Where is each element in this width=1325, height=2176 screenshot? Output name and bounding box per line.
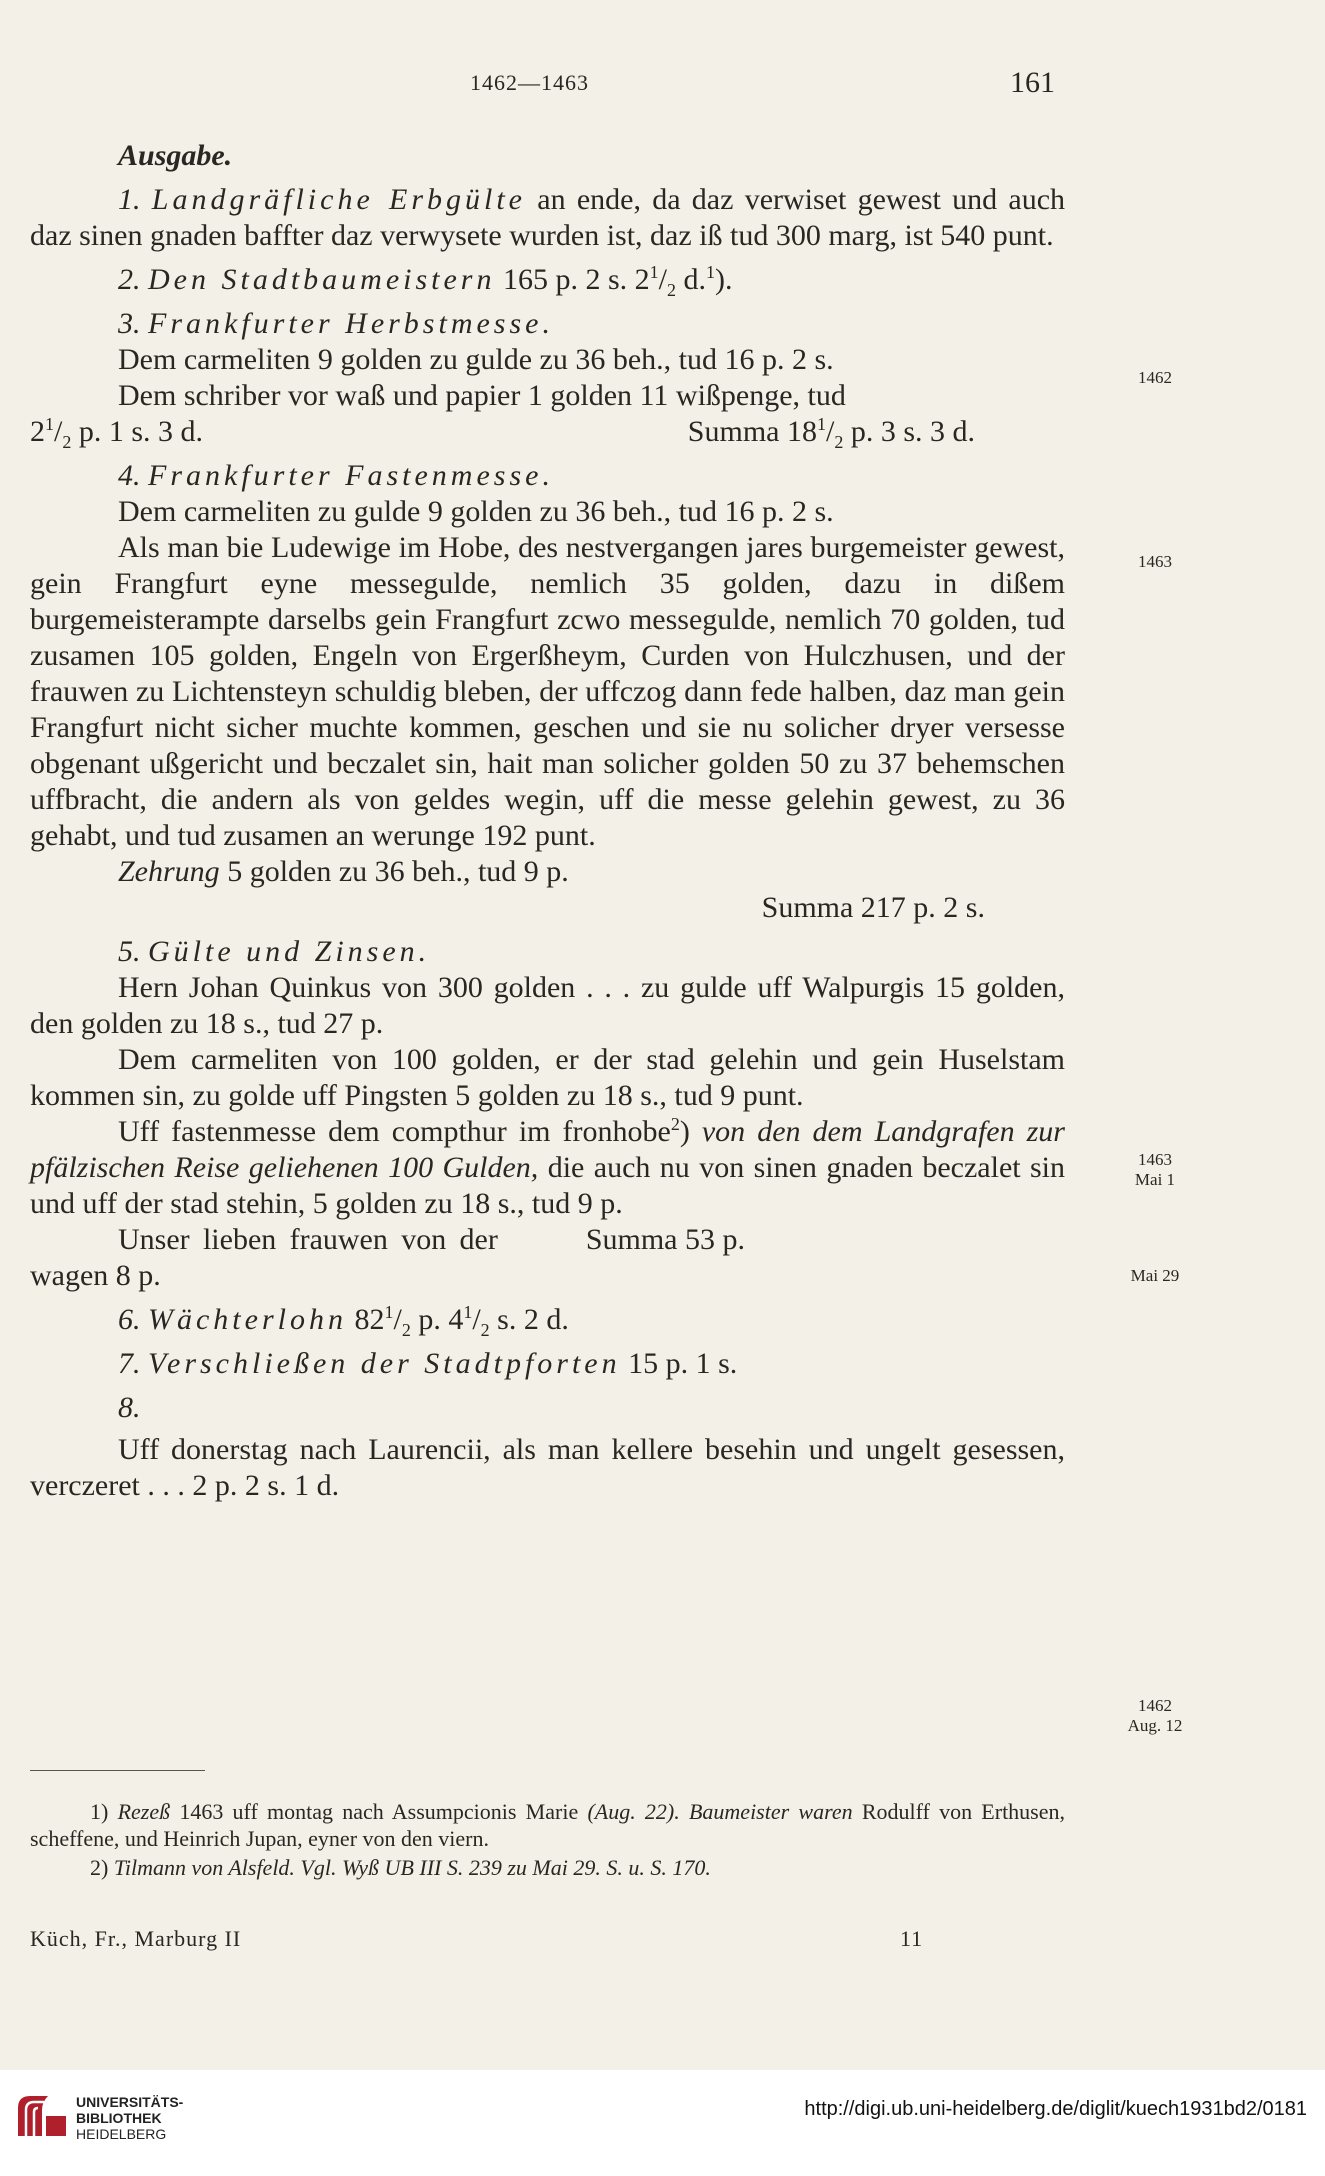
section-5-para-3: Uff fastenmesse dem compthur im fronhobe$^2$) von den dem Landgrafen zur pfälzischen Reise geliehenen 100 Gulden, die auch nu von sinen gnaden beczalet sin und uff der stad stehin, 5 golden zu 18 s., tud 9 p. bbox=[30, 1114, 1066, 1220]
footnote-rule bbox=[30, 1770, 205, 1771]
section-5-para-2: Dem carmeliten von 100 golden, er der stad gelehin und gein Huselstam kommen sin, zu golde uff Pingsten 5 golden zu 18 s., tud 9 punt. bbox=[30, 1043, 1065, 1112]
section-3-para-1: Dem carmeliten 9 golden zu gulde zu 36 beh., tud 16 p. 2 s. bbox=[118, 343, 834, 376]
margin-date: Mai 1 bbox=[1134, 1170, 1176, 1189]
section-4-para-1: Dem carmeliten zu gulde 9 golden zu 36 beh., tud 16 p. 2 s. bbox=[118, 495, 834, 528]
signature-line bbox=[30, 1926, 1065, 1952]
section-8-title: 8. bbox=[118, 1391, 141, 1424]
margin-date: 1463 bbox=[1138, 1150, 1172, 1169]
library-name: UNIVERSITÄTS- BIBLIOTHEK HEIDELBERG bbox=[76, 2094, 184, 2142]
page-number: 161 bbox=[1010, 66, 1055, 99]
section-4-title: 4. Frankfurter Fastenmesse. bbox=[118, 459, 554, 492]
section-1: 1. Landgräfliche Erbgülte an ende, da daz verwiset gewest und auch daz sinen gnaden baffter daz verwysete wurden ist, daz iß tud 300 marg, ist 540 punt. bbox=[30, 183, 1066, 252]
section-7: 7. Verschließen der Stadtpforten 15 p. 1 s. bbox=[118, 1347, 738, 1380]
library-logo-icon bbox=[14, 2088, 70, 2144]
margin-date: 1462 bbox=[1138, 1696, 1172, 1715]
section-8-para-1: Uff donerstag nach Laurencii, als man kellere besehin und ungelt gesessen, verczeret . . . 2 p. 2 s. 1 d. bbox=[30, 1433, 1065, 1502]
section-6: 6. Wächterlohn $82^1/_2$ p. $4^1/_2$ s. 2 d. bbox=[118, 1302, 569, 1340]
section-3-para-2: Dem schriber vor waß und papier 1 golden 11 wißpenge, tud bbox=[118, 379, 846, 412]
section-4-para-2: Als man bie Ludewige im Hobe, des nestvergangen jares burgemeister gewest, gein Frangfurt eyne messegulde, nemlich 35 golden, dazu in dißem burgemeisterampte darselbs gein Frangfurt zcwo messegulde, nemlich 70 golden, tud zusamen 105 golden, Engeln von Ergerßheym, Curden von Hulczhusen, und der frauwen zu Lichtensteyn schuldig bleben, der uffczog dann fede halben, daz man gein Frangfurt nicht sicher muchte kommen, geschen und sie nu solicher dryer versesse obgenant ußgericht und beczalet sin, hait man solicher golden 50 zu 37 behemschen uffbracht, die andern als von geldes wegin, uff die messe gelehin gewest, zu 36 gehabt, und tud zusamen an werunge 192 punt. bbox=[30, 531, 1065, 852]
source-url[interactable]: http://digi.ub.uni-heidelberg.de/diglit/kuech1931bd2/0181 bbox=[804, 2098, 1307, 2120]
section-4-sum: Summa 217 p. 2 s. bbox=[761, 891, 985, 924]
signature-right: 11 bbox=[900, 1926, 924, 1951]
margin-date: Mai 29 bbox=[1130, 1266, 1180, 1285]
section-5-title: 5. Gülte und Zinsen. bbox=[118, 935, 431, 968]
margin-date: 1463 bbox=[1138, 552, 1172, 571]
footnote-2: 2) Tilmann von Alsfeld. Vgl. Wyß UB III S. 239 zu Mai 29. S. u. S. 170. bbox=[90, 1855, 711, 1880]
margin-notes bbox=[1100, 0, 1210, 2176]
section-2: 2. Den Stadtbaumeistern 165 p. 2 s. $2^1/_2$ d.$^1$). bbox=[118, 262, 733, 300]
section-4-para-3: Zehrung 5 golden zu 36 beh., tud 9 p. bbox=[118, 855, 569, 888]
margin-date: 1462 bbox=[1138, 368, 1172, 387]
footnotes bbox=[30, 1798, 1065, 1883]
signature-left: Küch, Fr., Marburg II bbox=[30, 1926, 242, 1951]
footnote-1: 1) Rezeß 1463 uff montag nach Assumpcionis Marie (Aug. 22). Baumeister waren Rodulff von Erthusen, scheffene, und Heinrich Jupan, eyner von den viern. bbox=[30, 1799, 1066, 1851]
section-5-para-1: Hern Johan Quinkus von 300 golden . . . zu gulde uff Walpurgis 15 golden, den golden zu 18 s., tud 27 p. bbox=[30, 971, 1065, 1040]
library-footer bbox=[0, 2070, 1325, 2176]
section-heading: Ausgabe. bbox=[118, 139, 233, 172]
running-head: 1462—1463 bbox=[470, 70, 589, 95]
section-3-sum-line: $2^1/_2$ p. 1 s. 3 d. Summa $18^1/_2$ p. 3 s. 3 d. bbox=[30, 414, 975, 452]
margin-date: Aug. 12 bbox=[1127, 1716, 1183, 1735]
main-text bbox=[30, 138, 1065, 1504]
section-5-sum-line: Unser lieben frauwen von der wagen 8 p. Summa 53 p. bbox=[30, 1223, 745, 1292]
section-3-title: 3. Frankfurter Herbstmesse. bbox=[118, 307, 554, 340]
